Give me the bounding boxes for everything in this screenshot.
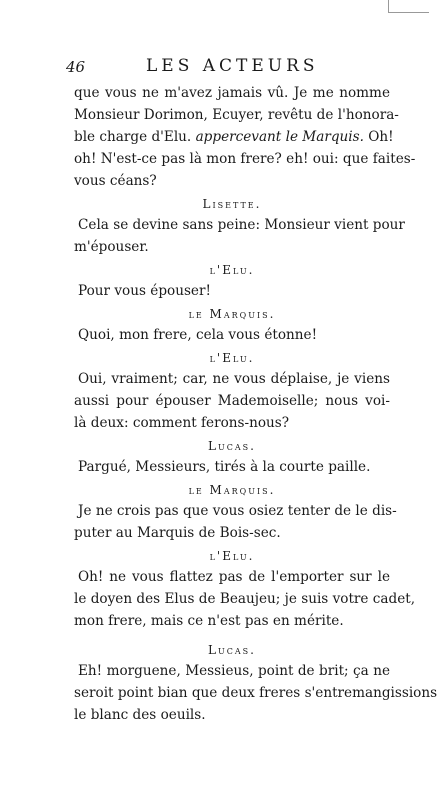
speaker-name: l'Elu. [209, 263, 255, 277]
speaker-name: l'Elu. [209, 351, 255, 365]
text-line: que vous ne m'avez jamais vû. Je me nomme [74, 85, 390, 101]
page-header [66, 56, 366, 80]
speaker-name: l'Elu. [209, 549, 255, 563]
text-line: puter au Marquis de Bois-sec. [74, 525, 281, 541]
text-line: Quoi, mon frere, cela vous étonne! [78, 327, 318, 343]
text-line: seroit point bian que deux freres s'entremangissions [74, 685, 437, 701]
speaker-name: le Marquis. [188, 483, 276, 497]
text-line: là deux: comment ferons-nous? [74, 415, 290, 431]
corner-mark [388, 0, 429, 13]
page-body [74, 82, 437, 726]
speaker-name: Lisette. [202, 197, 262, 211]
text-line: Monsieur Dorimon, Ecuyer, revêtu de l'honora- [74, 107, 399, 123]
speaker-name: Lucas. [208, 439, 256, 453]
running-head: LES ACTEURS [146, 56, 319, 76]
text-line: mon frere, mais ce n'est pas en mérite. [74, 613, 344, 629]
text-line: le blanc des oeuils. [74, 707, 206, 723]
speaker-name: Lucas. [208, 643, 256, 657]
text-line: le doyen des Elus de Beaujeu; je suis votre cadet, [74, 591, 416, 607]
speaker-name: le Marquis. [188, 307, 276, 321]
text-line: Pargué, Messieurs, tirés à la courte paille. [78, 459, 371, 475]
text-line: Pour vous épouser! [78, 283, 211, 299]
stage-direction: appercevant le Marquis. [195, 129, 364, 145]
text-span: Oh! [363, 129, 394, 145]
text-line [74, 126, 394, 148]
text-line: vous céans? [74, 173, 157, 189]
text-line: aussi pour épouser Mademoiselle; nous voi- [74, 393, 390, 409]
text-line: oh! N'est-ce pas là mon frere? eh! oui: que faites- [74, 151, 416, 167]
text-line: Cela se devine sans peine: Monsieur vient pour [78, 217, 405, 233]
page-number: 46 [66, 58, 86, 76]
text-span: ble charge d'Elu. [74, 129, 196, 145]
text-line: Oh! ne vous flattez pas de l'emporter sur le [78, 569, 390, 585]
text-line: Eh! morguene, Messieus, point de brit; ça ne [78, 663, 390, 679]
text-line: m'épouser. [74, 239, 149, 255]
text-line: Oui, vraiment; car, ne vous déplaise, je viens [78, 371, 390, 387]
text-line: Je ne crois pas que vous osiez tenter de le dis- [78, 503, 397, 519]
